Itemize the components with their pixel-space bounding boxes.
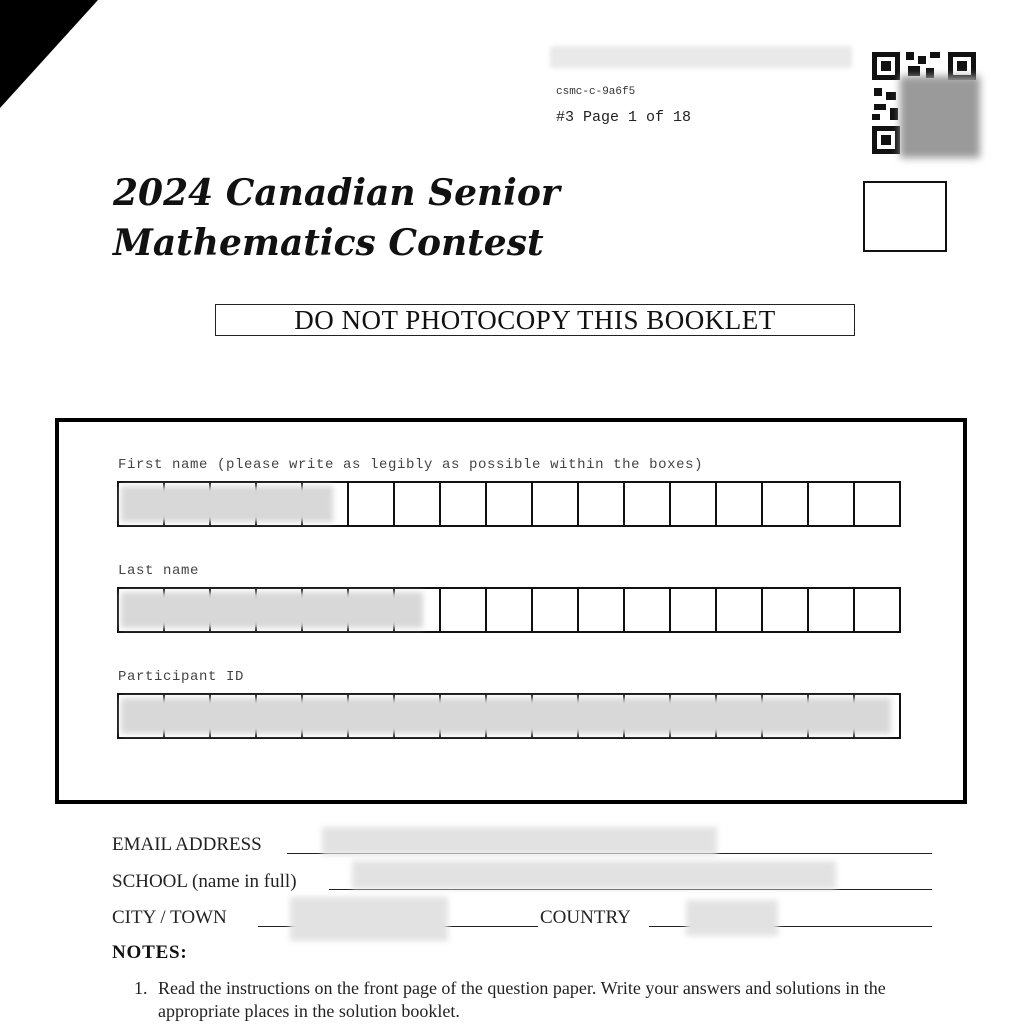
character-box[interactable] — [855, 589, 899, 631]
title-line-1: 2024 Canadian Senior — [113, 172, 560, 214]
character-box[interactable] — [349, 483, 395, 525]
redacted-header-text — [550, 46, 852, 68]
character-box[interactable] — [809, 589, 855, 631]
do-not-photocopy-notice: DO NOT PHOTOCOPY THIS BOOKLET — [215, 304, 855, 336]
character-box[interactable] — [671, 483, 717, 525]
note-text: Read the instructions on the front page of the question paper. Write your answers and solutions in the appropriate places in the solution booklet. — [158, 978, 886, 1021]
country-label: COUNTRY — [540, 907, 631, 928]
booklet-code: csmc-c-9a6f5 — [556, 86, 636, 98]
school-label: SCHOOL (name in full) — [112, 871, 297, 892]
character-box[interactable] — [487, 589, 533, 631]
character-box[interactable] — [625, 589, 671, 631]
corner-marker — [0, 0, 98, 108]
first-name-label: First name (please write as legibly as possible within the boxes) — [118, 457, 704, 473]
title-line-2: Mathematics Contest — [113, 222, 544, 264]
character-box[interactable] — [395, 483, 441, 525]
redacted-qr-region — [900, 76, 980, 158]
character-box[interactable] — [717, 589, 763, 631]
character-box[interactable] — [809, 483, 855, 525]
redacted-participant-id — [121, 698, 891, 734]
character-box[interactable] — [533, 483, 579, 525]
character-box[interactable] — [625, 483, 671, 525]
character-box[interactable] — [717, 483, 763, 525]
character-box[interactable] — [763, 589, 809, 631]
redacted-country — [686, 900, 778, 936]
character-box[interactable] — [671, 589, 717, 631]
redacted-email — [322, 827, 717, 855]
redacted-city — [290, 897, 448, 941]
character-box[interactable] — [441, 483, 487, 525]
contest-title — [113, 168, 560, 268]
school-field[interactable] — [329, 889, 932, 890]
participant-id-label: Participant ID — [118, 669, 245, 685]
note-number: 1. — [134, 978, 148, 998]
email-label: EMAIL ADDRESS — [112, 834, 262, 855]
last-name-label: Last name — [118, 563, 200, 579]
character-box[interactable] — [441, 589, 487, 631]
page-indicator: #3 Page 1 of 18 — [556, 109, 692, 126]
character-box[interactable] — [763, 483, 809, 525]
city-label: CITY / TOWN — [112, 907, 227, 928]
corner-answer-box — [863, 181, 947, 252]
redacted-school — [352, 861, 836, 889]
character-box[interactable] — [533, 589, 579, 631]
redacted-first-name — [121, 486, 333, 522]
note-item — [134, 977, 964, 1023]
character-box[interactable] — [855, 483, 899, 525]
character-box[interactable] — [487, 483, 533, 525]
character-box[interactable] — [579, 483, 625, 525]
character-box[interactable] — [579, 589, 625, 631]
redacted-last-name — [121, 592, 423, 628]
notes-heading: NOTES: — [112, 942, 188, 963]
